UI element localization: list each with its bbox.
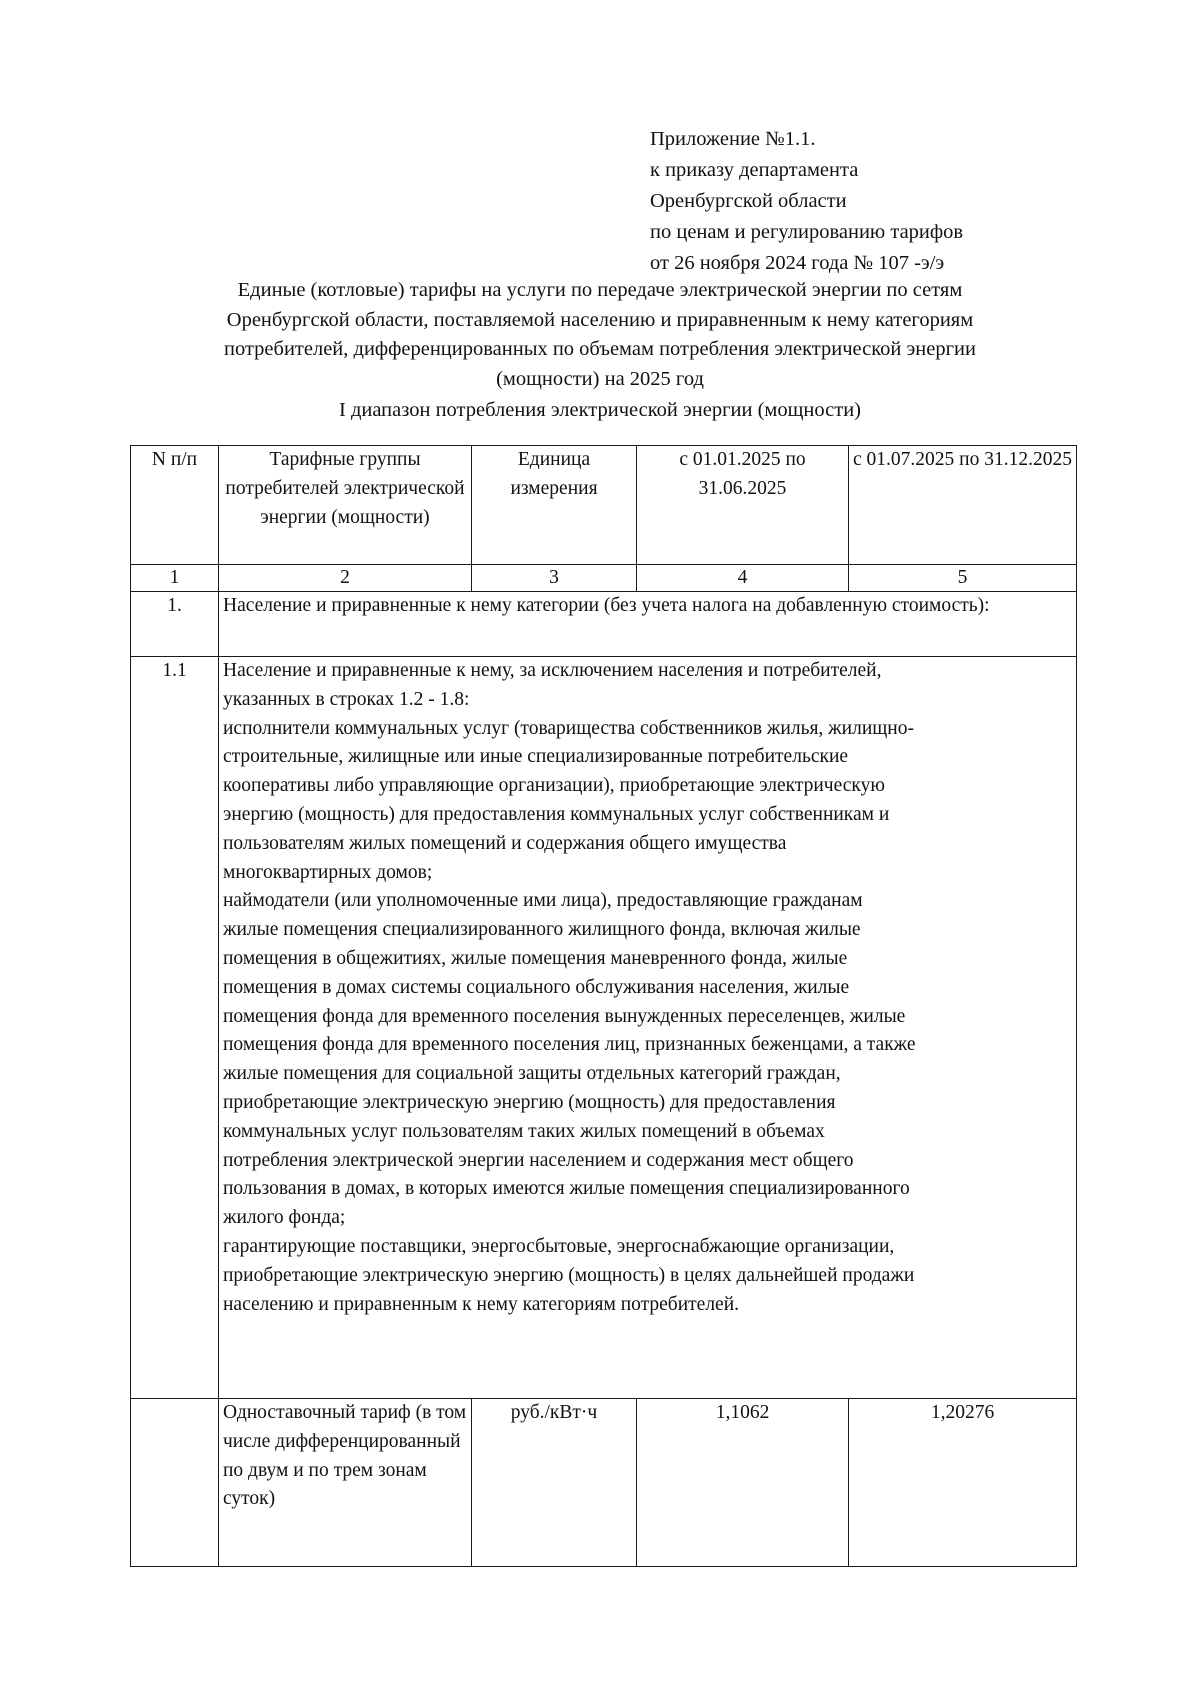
text-line: помещения фонда для временного поселения лиц, признанных беженцами, а также xyxy=(223,1034,916,1056)
text-line: помещения в домах системы социального обслуживания населения, жилые xyxy=(223,976,850,998)
column-number-row xyxy=(131,565,1077,592)
text-line: жилые помещения для социальной защиты отдельных категорий граждан, xyxy=(223,1063,841,1085)
text-line: кооперативы либо управляющие организации), приобретающие электрическую xyxy=(223,775,885,797)
table-row-single-rate xyxy=(131,1399,1077,1567)
text-line: коммунальных услуг пользователям таких жилых помещений в объемах xyxy=(223,1120,825,1142)
header-period-1: с 01.01.2025 по 31.06.2025 xyxy=(637,446,849,565)
document-subtitle: I диапазон потребления электрической энергии (мощности) xyxy=(339,399,861,421)
text-line: пользования в домах, в которых имеются жилые помещения специализированного xyxy=(223,1178,910,1200)
title-line: Оренбургской области, поставляемой населению и приравненным к нему категориям xyxy=(226,308,974,331)
header-num: N п/п xyxy=(131,446,219,565)
section-1-text: Население и приравненные к нему категории (без учета налога на добавленную стоимость): xyxy=(219,592,1077,657)
text-line: исполнители коммунальных услуг (товарищества собственников жилья, жилищно- xyxy=(223,717,914,739)
row-number: 1. xyxy=(131,592,219,657)
rate-unit: руб./кВт·ч xyxy=(472,1399,637,1567)
title-line: потребителей, дифференцированных по объемам потребления электрической энергии xyxy=(224,338,976,360)
appendix-line: Приложение №1.1. xyxy=(650,128,816,150)
column-number: 4 xyxy=(637,565,849,592)
appendix-header xyxy=(650,124,963,279)
rate-group: Одноставочный тариф (в том числе дифференцированный по двум и по трем зонам суток) xyxy=(219,1399,472,1567)
table-header-row xyxy=(131,446,1077,565)
text-line: пользователям жилых помещений и содержания общего имущества xyxy=(223,832,787,854)
text-line: населению и приравненным к нему категориям потребителей. xyxy=(223,1293,740,1315)
title-line: Единые (котловые) тарифы на услуги по передаче электрической энергии по сетям xyxy=(237,279,963,301)
header-tariff-group: Тарифные группы потребителей электрической энергии (мощности) xyxy=(219,446,472,565)
text-line: наймодатели (или уполномоченные ими лица), предоставляющие гражданам xyxy=(223,890,863,912)
header-period-2: с 01.07.2025 по 31.12.2025 xyxy=(849,446,1077,565)
text-line: потребления электрической энергии населением и содержания мест общего xyxy=(223,1149,854,1171)
text-line: строительные, жилищные или иные специализированные потребительские xyxy=(223,746,849,768)
tariff-table xyxy=(130,445,1077,1567)
text-line: приобретающие электрическую энергию (мощность) в целях дальнейшей продажи xyxy=(223,1264,915,1286)
title-line: (мощности) на 2025 год xyxy=(496,367,704,390)
row-number: 1.1 xyxy=(131,657,219,1399)
appendix-line: к приказу департамента xyxy=(650,159,859,181)
rate-period-2-value: 1,20276 xyxy=(849,1399,1077,1567)
text-line: многоквартирных домов; xyxy=(223,861,433,883)
appendix-line: по ценам и регулированию тарифов xyxy=(650,221,964,243)
text-line: жилого фонда; xyxy=(223,1207,346,1229)
text-line: Население и приравненные к нему, за исключением населения и потребителей, xyxy=(223,660,882,681)
text-line: энергию (мощность) для предоставления коммунальных услуг собственникам и xyxy=(223,803,890,825)
text-line: помещения в общежитиях, жилые помещения маневренного фонда, жилые xyxy=(223,947,848,969)
text-line: приобретающие электрическую энергию (мощность) для предоставления xyxy=(223,1091,836,1113)
document-title xyxy=(150,276,1050,394)
appendix-line: Оренбургской области xyxy=(650,190,847,212)
text-line: указанных в строках 1.2 - 1.8: xyxy=(223,688,470,710)
section-1-1-text xyxy=(219,657,1077,1399)
text-line: помещения фонда для временного поселения вынужденных переселенцев, жилые xyxy=(223,1005,906,1027)
rate-period-1-value: 1,1062 xyxy=(637,1399,849,1567)
column-number: 2 xyxy=(219,565,472,592)
column-number: 3 xyxy=(472,565,637,592)
header-unit: Единица измерения xyxy=(472,446,637,565)
column-number: 5 xyxy=(849,565,1077,592)
appendix-line: от 26 ноября 2024 года № 107 -э/э xyxy=(650,252,945,274)
row-number-empty xyxy=(131,1399,219,1567)
table-row-section-1 xyxy=(131,592,1077,657)
column-number: 1 xyxy=(131,565,219,592)
text-line: гарантирующие поставщики, энергосбытовые, энергоснабжающие организации, xyxy=(223,1235,895,1257)
text-line: жилые помещения специализированного жилищного фонда, включая жилые xyxy=(223,919,861,941)
table-row-section-1-1 xyxy=(131,657,1077,1399)
